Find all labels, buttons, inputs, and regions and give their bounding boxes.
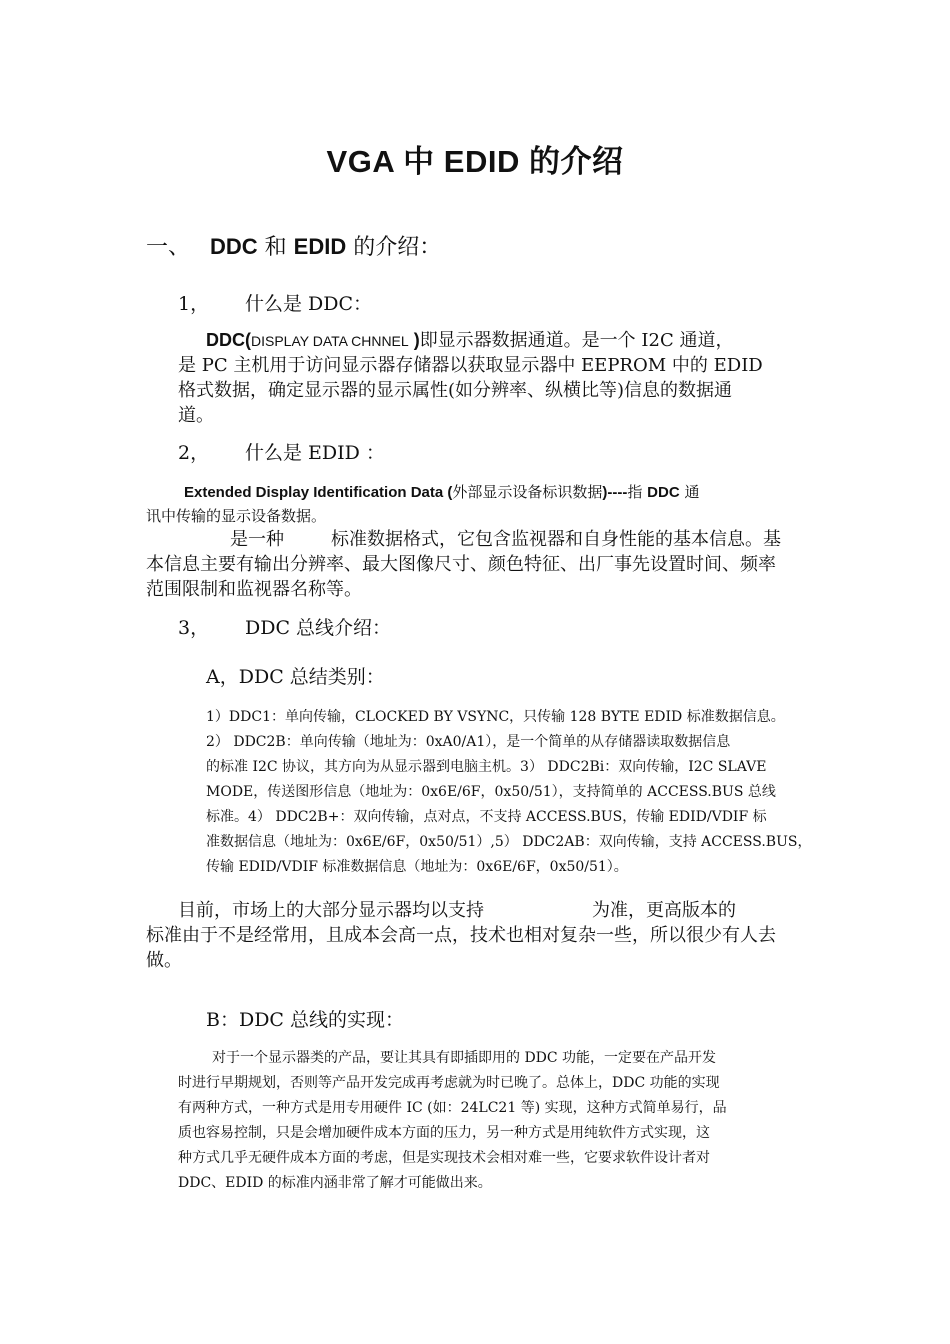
item-heading-text: 什么是 DDC： (245, 293, 373, 315)
market-line-1b: 为准，更高版本的 (592, 900, 736, 921)
edid-p-rest: 标准数据格式，它包含监视器和自身性能的基本信息。基 (331, 529, 781, 550)
item-heading-text: 什么是 EDID ： (245, 442, 385, 464)
implementation-line: 时进行早期规划，否则等产品开发完成再考虑就为时已晚了。总体上，DDC 功能的实现 (178, 1075, 720, 1091)
item-heading-text: DDC 总线介绍： (245, 617, 392, 639)
edid-cn-name: 外部显示设备标识数据 (452, 483, 603, 501)
item-heading-2 (178, 438, 578, 464)
heading-ddc: DDC (210, 234, 258, 259)
item-number: 2， (178, 442, 210, 464)
item-number: 1， (178, 293, 210, 315)
implementation-line: 种方式几乎无硬件成本方面的考虑，但是实现技术会相对难一些，它要求软件设计者对 (178, 1150, 710, 1166)
market-line-1a: 目前，市场上的大部分显示器均以支持 (178, 900, 484, 921)
market-line-1 (178, 898, 736, 923)
edid-paragraph-line-1 (230, 527, 781, 552)
edid-ddc: DDC (647, 484, 680, 501)
item-heading-1 (178, 289, 578, 315)
section-number: 一、 (146, 235, 191, 260)
heading-and: 和 (257, 235, 294, 260)
subsection-heading-b: B：DDC 总线的实现： (206, 1009, 405, 1031)
subsection-heading-a: A，DDC 总结类别： (206, 666, 385, 688)
ddc-class-line: 标准。4） DDC2B+：双向传输，点对点，不支持 ACCESS.BUS，传输 EDID/VDIF 标 (206, 809, 767, 825)
edid-definition-line-1 (184, 480, 699, 505)
ddc-definition-line-3: 格式数据，确定显示器的显示属性(如分辨率、纵横比等)信息的数据通 (178, 380, 733, 401)
item-number: 3， (178, 617, 210, 639)
ddc-definition-line-4: 道。 (178, 405, 214, 426)
ddc-definition-line-2: 是 PC 主机用于访问显示器存储器以获取显示器中 EEPROM 中的 EDID (178, 355, 763, 376)
edid-zhi: 指 (627, 483, 648, 501)
item-heading-3 (178, 613, 578, 639)
ddc-class-line: 2） DDC2B：单向传输（地址为：0xA0/A1），是一个简单的从存储器读取数据信息 (206, 734, 731, 750)
document-title: VGA 中 EDID 的介绍 (326, 144, 624, 179)
section-heading-1 (146, 230, 441, 261)
ddc-expansion: DISPLAY DATA CHNNEL (251, 333, 409, 349)
implementation-line: DDC、EDID 的标准内涵非常了解才可能做出来。 (178, 1175, 492, 1191)
implementation-line: 质也容易控制，只是会增加硬件成本方面的压力，另一种方式是用纯软件方式实现，这 (178, 1125, 710, 1141)
heading-edid: EDID (293, 234, 347, 259)
implementation-line: 对于一个显示器类的产品，要让其具有即插即用的 DDC 功能，一定要在产品开发 (212, 1050, 717, 1066)
ddc-definition-line-1 (206, 328, 733, 354)
edid-paragraph-line-2: 本信息主要有输出分辨率、最大图像尺寸、颜色特征、出厂事先设置时间、频率 (146, 554, 776, 575)
ddc-class-line: 准数据信息（地址为：0x6E/6F，0x50/51）,5） DDC2AB：双向传输，支持 ACCESS.BUS， (206, 834, 812, 850)
heading-tail: 的介绍： (346, 235, 442, 260)
market-line-3: 做。 (146, 950, 182, 971)
edid-tong: 通 (679, 483, 700, 501)
ddc-class-line: 的标准 I2C 协议，其方向为从显示器到电脑主机。3） DDC2Bi：双向传输，I2C SLAVE (206, 759, 767, 775)
ddc-line1-rest: 即显示器数据通道。是一个 I2C 通道， (419, 330, 734, 351)
market-line-2: 标准由于不是经常用，且成本会高一点，技术也相对复杂一些，所以很少有人去 (146, 925, 776, 946)
edid-dash: )---- (602, 484, 628, 501)
edid-p-start: 是一种 (230, 529, 284, 550)
edid-definition-line-2: 讯中传输的显示设备数据。 (146, 507, 327, 525)
implementation-line: 有两种方式，一种方式是用专用硬件 IC (如：24LC21 等) 实现，这种方式简单易行，品 (178, 1100, 727, 1116)
ddc-class-line: MODE，传送图形信息（地址为：0x6E/6F，0x50/51），支持简单的 ACCESS.BUS 总线 (206, 784, 776, 800)
edid-full-name: Extended Display Identification Data ( (184, 484, 453, 501)
ddc-bold-close: ) (408, 330, 420, 350)
ddc-class-line: 传输 EDID/VDIF 标准数据信息（地址为：0x6E/6F，0x50/51）。 (206, 859, 628, 875)
edid-paragraph-line-3: 范围限制和监视器名称等。 (146, 579, 362, 600)
ddc-bold-lead: DDC( (206, 330, 251, 350)
ddc-class-line: 1）DDC1：单向传输，CLOCKED BY VSYNC，只传输 128 BYTE EDID 标准数据信息。 (206, 709, 785, 725)
